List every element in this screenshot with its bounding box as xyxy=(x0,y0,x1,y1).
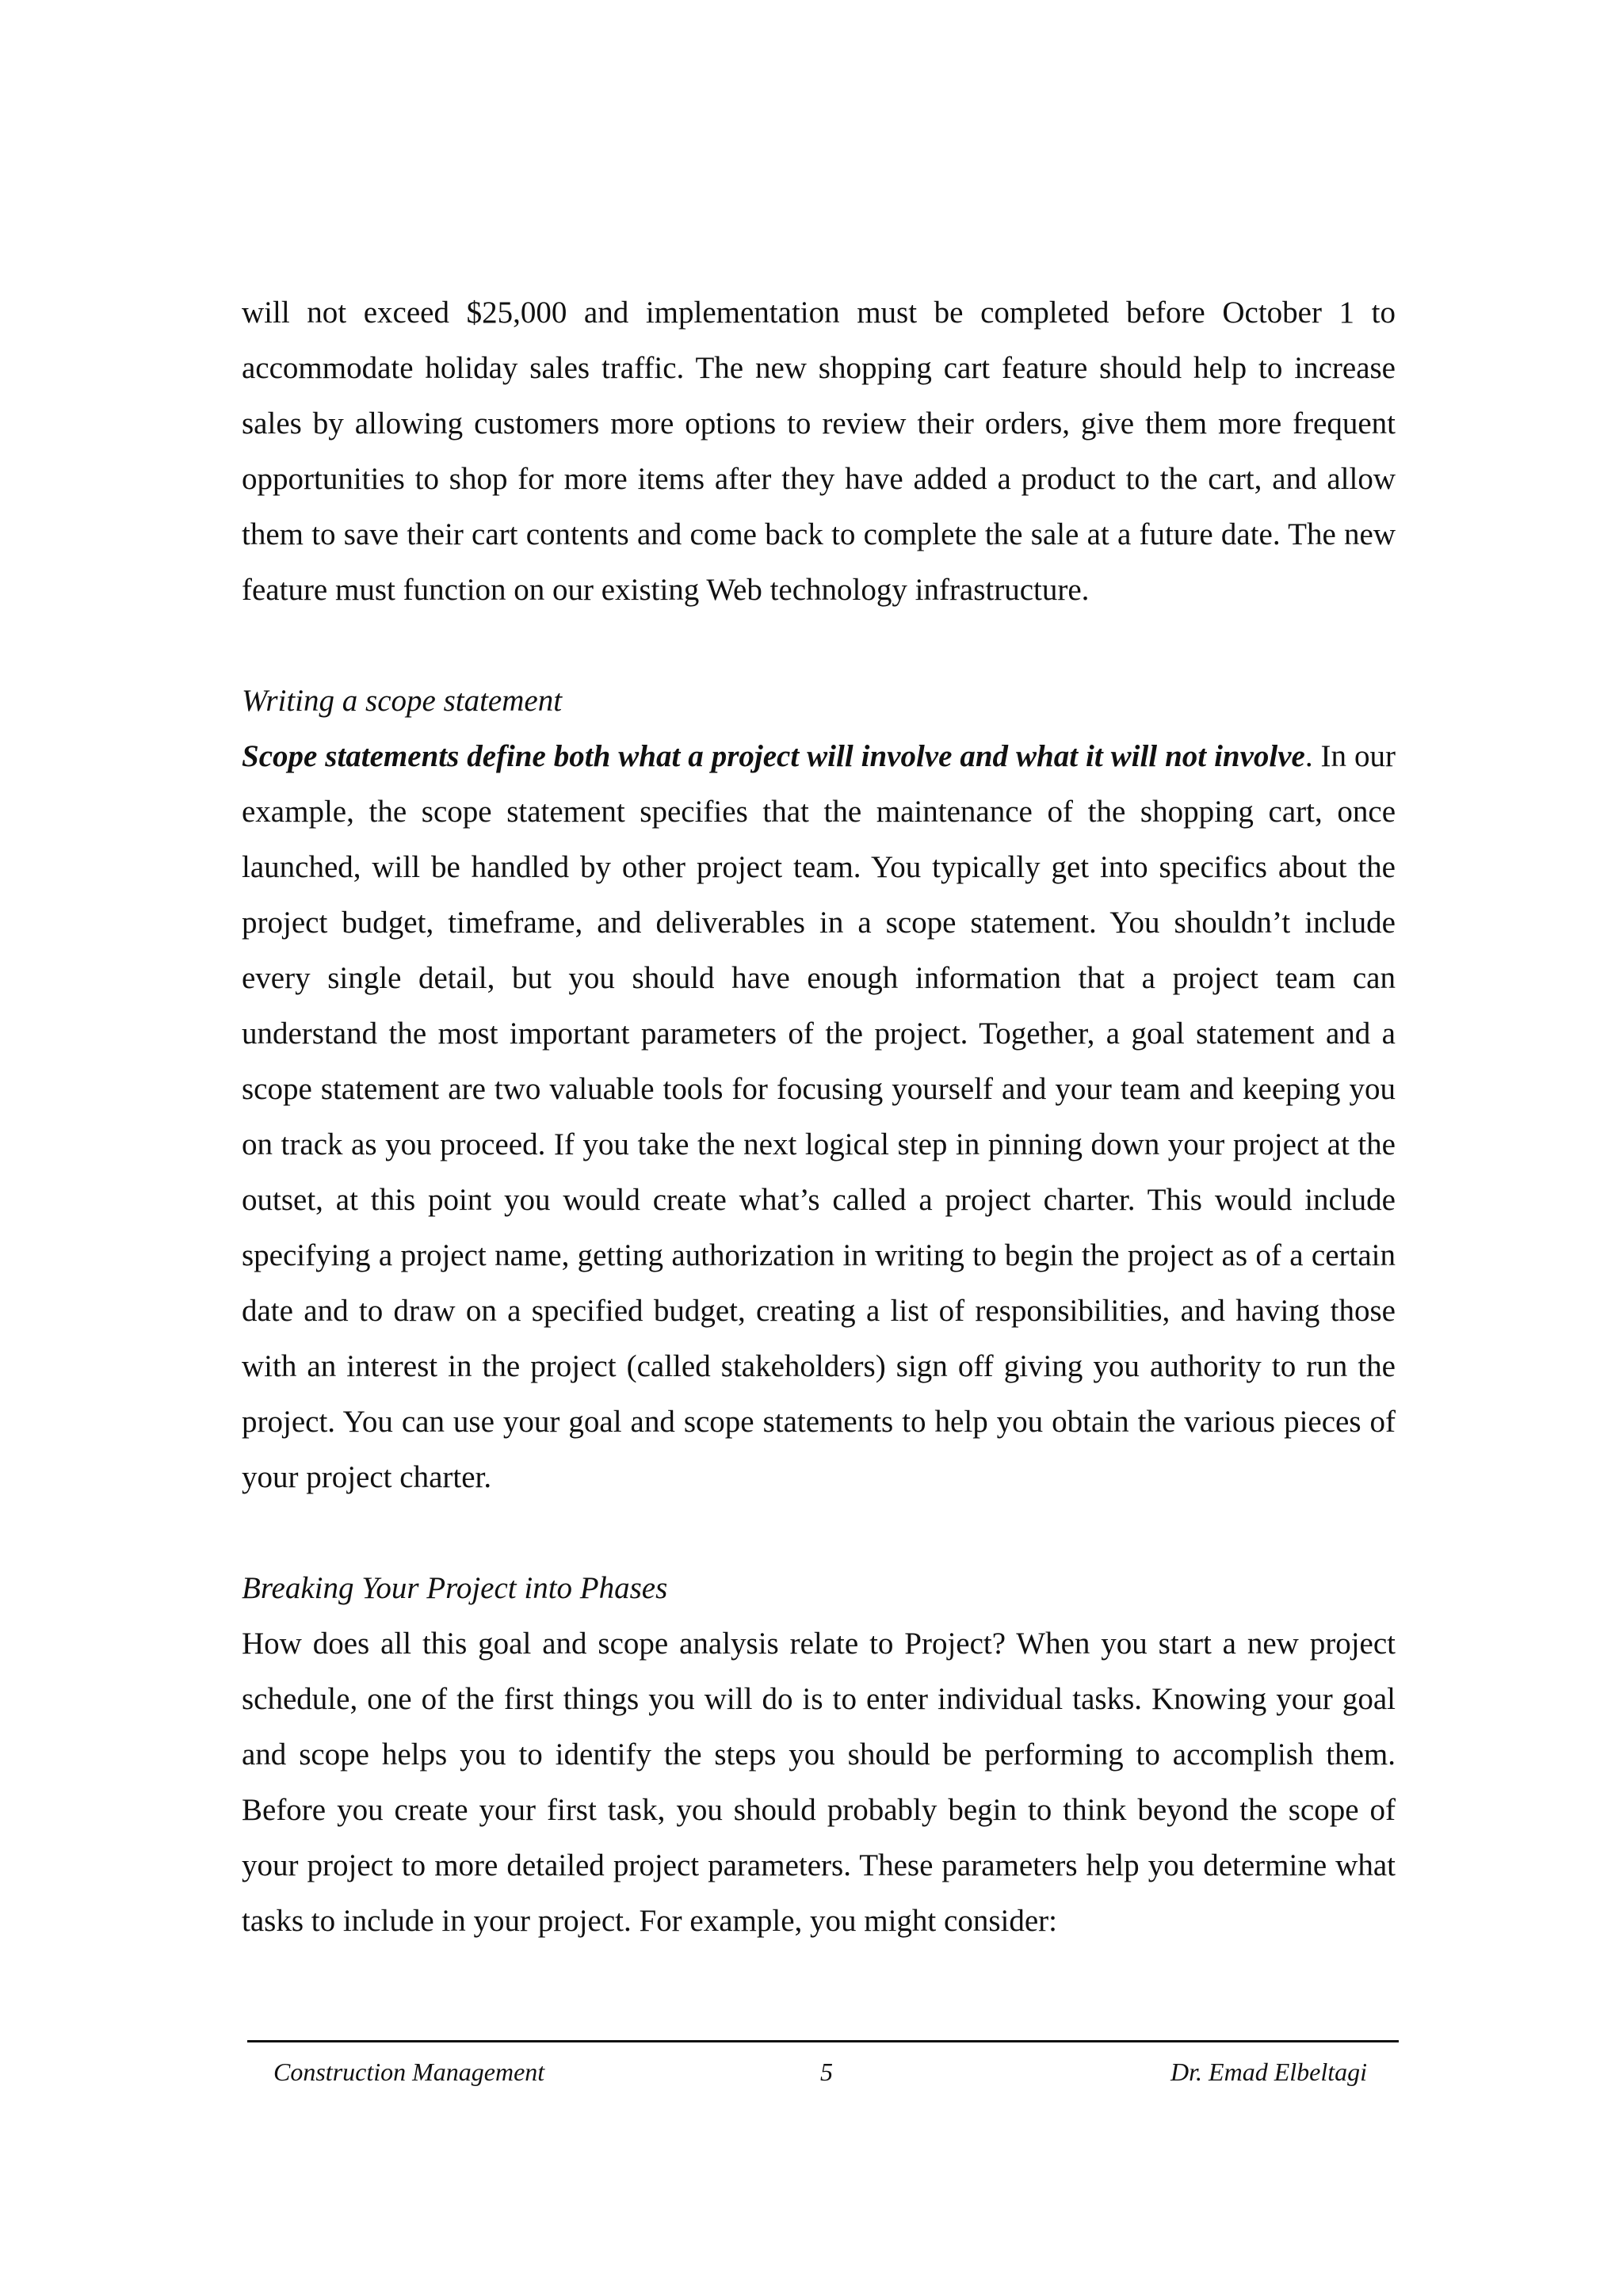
scope-statement-text: . In our example, the scope statement specifies that the maintenance of the shopping cart, once launched, will be handled by other project team. You typically get into specifics about the project budget, timeframe, and deliverables in a scope statement. You shouldn’t include every single detail, but you should have enough information that a project team can understand the most important parameters of the project. Together, a goal statement and a scope statement are two valuable tools for focusing yourself and your team and keeping you on track as you proceed. If you take the next logical step in pinning down your project at the outset, at this point you would create what’s called a project charter. This would include specifying a project name, getting authorization in writing to begin the project as of a certain date and to draw on a specified budget, creating a list of responsibilities, and having those with an interest in the project (called stakeholders) sign off giving you authority to run the project. You can use your goal and scope statements to help you obtain the various pieces of your project charter. xyxy=(242,739,1396,1494)
footer-divider xyxy=(247,2040,1399,2042)
section-heading-scope-statement: Writing a scope statement xyxy=(242,684,563,718)
paragraph-project-phases: How does all this goal and scope analysis relate to Project? When you start a new project schedule, one of the first things you will do is to enter individual tasks. Knowing your goal and scope helps you to identify the steps you should be performing to accomplish them. Before you create your first task, you should probably begin to think beyond the scope of your project to more detailed project parameters. These parameters help you determine what tasks to include in your project. For example, you might consider: xyxy=(242,1627,1396,1938)
paragraph-spacer xyxy=(242,618,1396,673)
paragraph-spacer xyxy=(242,1505,1396,1561)
footer-author: Dr. Emad Elbeltagi xyxy=(1170,2058,1367,2086)
paragraph-scope-statement xyxy=(242,729,1396,1505)
footer-course-title: Construction Management xyxy=(273,2058,545,2086)
paragraph-budget-constraints: will not exceed $25,000 and implementation must be completed before October 1 to accommodate holiday sales traffic. The new shopping cart feature should help to increase sales by allowing customers more options to review their orders, give them more frequent opportunities to shop for more items after they have added a product to the cart, and allow them to save their cart contents and come back to complete the sale at a future date. The new feature must function on our existing Web technology infrastructure. xyxy=(242,296,1396,607)
section-heading-project-phases: Breaking Your Project into Phases xyxy=(242,1571,668,1605)
page-number: 5 xyxy=(820,2058,833,2086)
page-content xyxy=(242,285,1396,1949)
page-footer xyxy=(273,2052,1367,2092)
scope-definition-emphasis: Scope statements define both what a project will involve and what it will not involve xyxy=(242,739,1305,773)
